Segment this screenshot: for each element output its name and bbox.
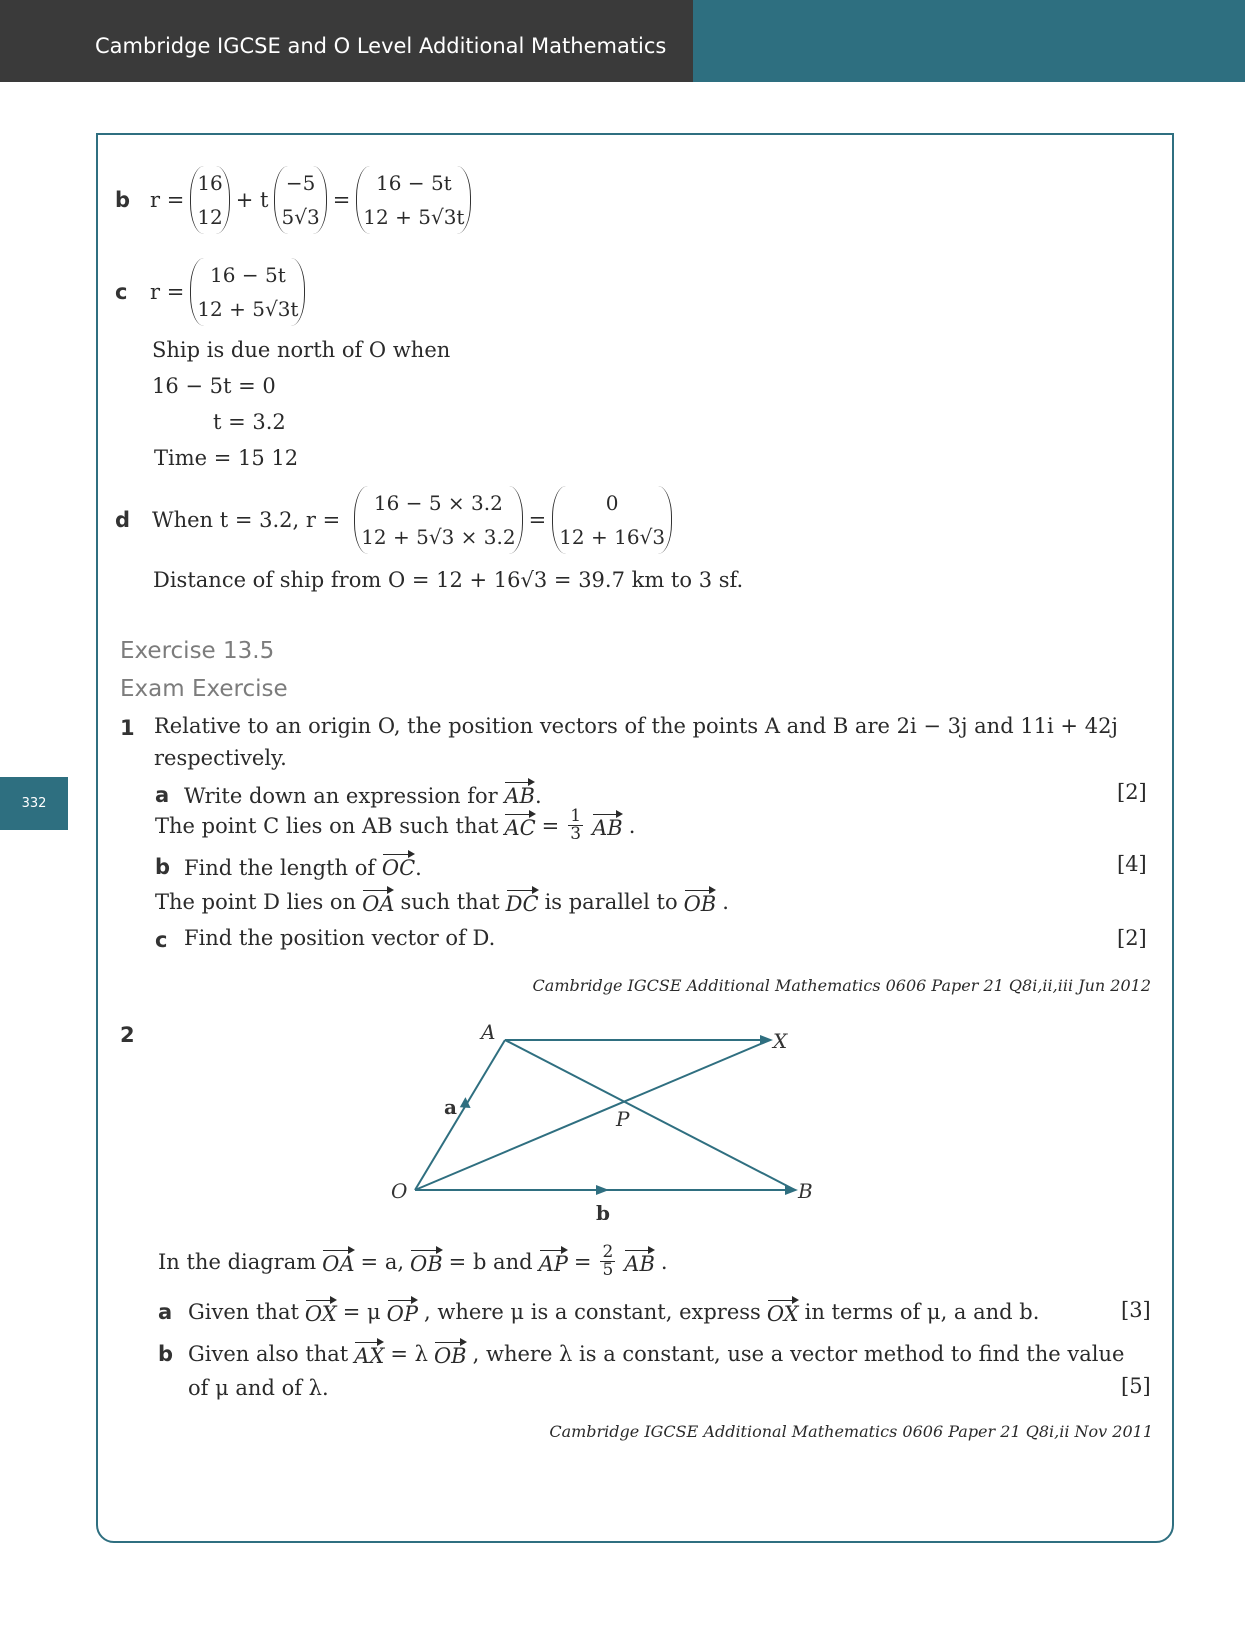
q1-point-c-line: The point C lies on AB such that AC = $\frac{1}{3}$ AB . — [155, 806, 636, 844]
vector-AB: AB — [592, 812, 623, 840]
vector-OX: OX — [767, 1298, 799, 1326]
line-text: Given that — [188, 1300, 299, 1324]
vector-OX: OX — [305, 1298, 337, 1326]
line-text: = b and — [448, 1249, 533, 1274]
q1-part-b-text: Find the length of OC. — [184, 852, 422, 880]
arrowhead-icon — [596, 1185, 609, 1195]
marks: [5] — [1121, 1374, 1151, 1398]
matrix-entry: 5√3 — [281, 205, 320, 229]
exercise-title: Exercise 13.5 — [120, 638, 275, 664]
solution-line: t = 3.2 — [213, 410, 286, 434]
line-OA — [415, 1040, 505, 1190]
line-text: is parallel to — [544, 890, 678, 914]
matrix-entry: 12 + 5√3 × 3.2 — [361, 525, 516, 549]
q1-part-a-text: Write down an expression for AB. — [184, 780, 542, 808]
plus-t: + t — [235, 188, 269, 212]
final-vector — [552, 486, 672, 554]
marks: [4] — [1117, 852, 1147, 876]
matrix-entry: 12 + 5√3t — [197, 297, 299, 321]
part-b-equation — [150, 166, 471, 234]
part-d-equation — [152, 486, 672, 554]
position-vector — [190, 258, 305, 326]
line-text: in terms of μ, a and b. — [804, 1300, 1040, 1324]
line-OX — [415, 1040, 770, 1190]
matrix-entry: 12 + 16√3 — [559, 525, 666, 549]
point-label-O: O — [391, 1179, 408, 1203]
point-label-A: A — [481, 1020, 496, 1044]
denominator: 5 — [602, 1260, 614, 1280]
part-text: Write down an expression for — [184, 784, 498, 808]
point-label-X: X — [773, 1029, 788, 1053]
exercise-subtitle: Exam Exercise — [120, 676, 288, 702]
numerator: 1 — [570, 806, 582, 826]
vector-AX: AX — [354, 1340, 384, 1368]
question-1-number: 1 — [120, 716, 135, 740]
q2-part-a-label: a — [158, 1300, 173, 1324]
question-1-text: Relative to an origin O, the position vectors of the points A and B are 2i − 3j and 11i + 42j — [154, 714, 1118, 738]
solution-line: Ship is due north of O when — [152, 338, 451, 362]
vector-OB: OB — [434, 1340, 467, 1368]
direction-vector — [274, 166, 326, 234]
numerator: 2 — [602, 1242, 614, 1262]
q2-part-b-label: b — [158, 1342, 174, 1366]
page-number-tab: 332 — [0, 777, 68, 830]
matrix-entry: 16 − 5 × 3.2 — [373, 491, 503, 515]
marks: [3] — [1121, 1298, 1151, 1322]
part-c-label: c — [115, 280, 128, 304]
matrix-entry: 16 — [197, 171, 223, 195]
matrix-entry: 12 + 5√3t — [363, 205, 465, 229]
equals: = — [528, 508, 547, 532]
equals: = — [573, 1249, 592, 1274]
equals: = — [332, 188, 351, 212]
arrowhead-icon — [760, 1035, 773, 1045]
vector-OB: OB — [684, 888, 717, 916]
arrowhead-icon — [785, 1185, 798, 1195]
matrix-entry: 16 − 5t — [376, 171, 452, 195]
book-title: Cambridge IGCSE and O Level Additional Mathematics — [95, 34, 667, 58]
q1-point-d-line: The point D lies on OA such that DC is parallel to OB . — [155, 890, 729, 916]
part-d-label: d — [115, 508, 131, 532]
question-1-text-cont: respectively. — [154, 746, 287, 770]
vector-AP: AP — [539, 1248, 568, 1276]
point-label-B: B — [798, 1179, 813, 1203]
part-c-equation — [150, 258, 305, 326]
substituted-vector — [354, 486, 522, 554]
matrix-entry: 0 — [605, 491, 619, 515]
r-equals: r = — [150, 188, 185, 212]
point-label-P: P — [616, 1107, 630, 1131]
q1-part-c-label: c — [155, 928, 168, 952]
parallelogram-diagram — [380, 1020, 840, 1220]
header-accent — [693, 0, 1245, 82]
vector-AB: AB — [624, 1248, 655, 1276]
marks: [2] — [1117, 780, 1147, 804]
q2-intro-line: In the diagram OA = a, OB = b and AP = $\frac{2}{5}$ AB . — [158, 1242, 668, 1280]
question-2-number: 2 — [120, 1023, 135, 1047]
distance-line: Distance of ship from O = 12 + 16√3 = 39.7 km to 3 sf. — [153, 568, 744, 592]
line-text: , where μ is a constant, express — [424, 1300, 761, 1324]
vector-AB: AB — [504, 780, 535, 808]
vector-OA: OA — [362, 888, 394, 916]
line-text: The point C lies on AB such that — [155, 813, 499, 838]
line-text: In the diagram — [158, 1249, 317, 1274]
vector-AC: AC — [504, 812, 535, 840]
vector-OC: OC — [382, 852, 415, 880]
vector-OP: OP — [387, 1298, 418, 1326]
fraction-one-third — [568, 808, 583, 843]
equals: = — [541, 813, 560, 838]
result-vector — [356, 166, 471, 234]
r-equals: r = — [150, 280, 185, 304]
line-text: = a, — [360, 1249, 405, 1274]
matrix-entry: 12 — [197, 205, 223, 229]
question-1-citation: Cambridge IGCSE Additional Mathematics 0606 Paper 21 Q8i,ii,iii Jun 2012 — [532, 976, 1151, 995]
matrix-entry: −5 — [285, 171, 316, 195]
line-text: The point D lies on — [155, 890, 357, 914]
q2-part-b-text — [188, 1340, 1124, 1368]
matrix-entry: 16 − 5t — [210, 263, 286, 287]
vector-label-b: b — [596, 1201, 610, 1220]
solution-line: Time = 15 12 — [154, 446, 299, 470]
q2-part-b-text-cont: of μ and of λ. — [188, 1376, 329, 1400]
q1-part-c-text: Find the position vector of D. — [184, 926, 496, 950]
when-t-text: When t = 3.2, r = — [152, 508, 341, 532]
part-text: Find the length of — [184, 856, 376, 880]
solution-line: 16 − 5t = 0 — [152, 374, 276, 398]
denominator: 3 — [570, 824, 582, 844]
q1-part-a-label: a — [155, 783, 170, 807]
line-text: such that — [400, 890, 500, 914]
vector-16-12 — [190, 166, 229, 234]
marks: [2] — [1117, 926, 1147, 950]
q1-part-b-label: b — [155, 855, 171, 879]
vector-DC: DC — [506, 888, 539, 916]
q2-part-a-text — [188, 1298, 1039, 1326]
vector-OB: OB — [410, 1248, 443, 1276]
line-text: , where λ is a constant, use a vector method to find the value — [472, 1342, 1125, 1366]
line-AB — [505, 1040, 795, 1190]
question-2-citation: Cambridge IGCSE Additional Mathematics 0606 Paper 21 Q8i,ii Nov 2011 — [549, 1422, 1153, 1441]
line-text: = λ — [390, 1342, 428, 1366]
line-text: Given also that — [188, 1342, 349, 1366]
vector-OA: OA — [322, 1248, 354, 1276]
line-text: = μ — [342, 1300, 381, 1324]
fraction-two-fifths — [600, 1244, 615, 1279]
vector-label-a: a — [444, 1095, 457, 1119]
part-b-label: b — [115, 188, 131, 212]
